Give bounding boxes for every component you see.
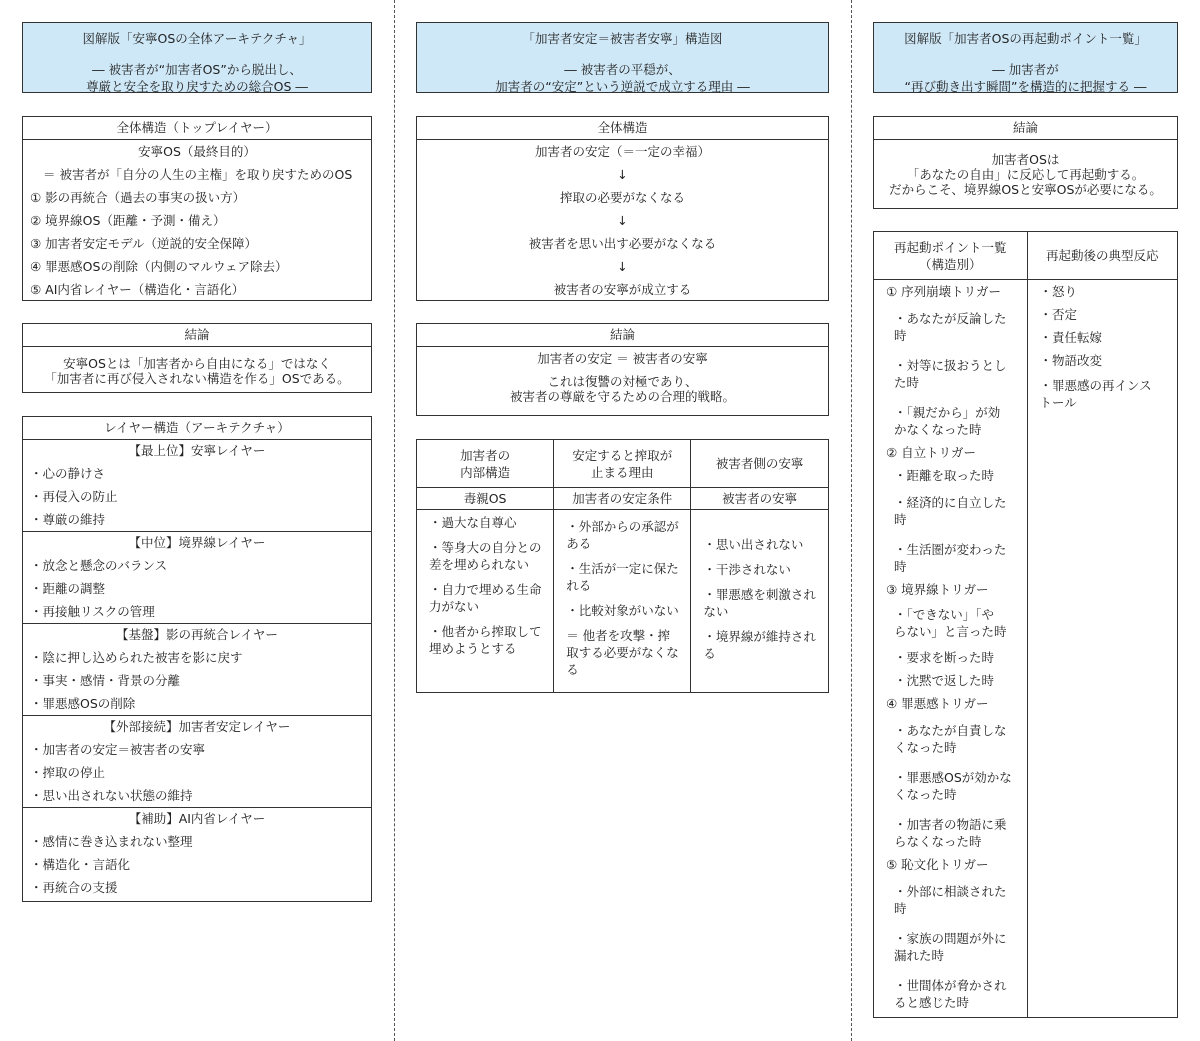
reboot-conclusion-line: 「あなたの自由」に反応して再起動する。 [906,167,1145,182]
list-item: ・「親だから」が効 かなくなった時 [894,405,1001,437]
table-cell-stability-conditions [554,510,691,693]
reboot-table [873,231,1178,1018]
trigger-list-cell [874,280,1028,1018]
overall-definition: ＝ 被害者が「自分の人生の主権」を取り戻すためのOS [43,167,353,182]
reboot-conclusion-line: 加害者OSは [991,152,1060,167]
layer-section-title: 【最上位】安寧レイヤー [128,443,266,458]
list-item: ・生活圏が変わった 時 [894,542,1007,574]
layer-structure-header: レイヤー構造（アーキテクチャ） [23,417,371,440]
trigger-title: ④ 罪悪感トリガー [886,696,989,711]
list-item: ・沈黙で返した時 [894,673,995,688]
stability-conclusion-box [416,323,829,416]
list-item: ・罪悪感を刺激され ない [703,587,816,619]
table-header-text: （構造別） [919,256,982,272]
flow-step: 搾取の必要がなくなる [559,190,685,205]
list-item: ・距離を取った時 [894,468,995,483]
architecture-title: 図解版「安寧OSの全体アーキテクチャ」 [82,31,312,46]
list-item: ・怒り [1039,284,1078,299]
list-item: ・加害者の物語に乗 らなくなった時 [894,817,1007,849]
list-item: ・経済的に自立した 時 [894,495,1007,527]
list-item: ＝ 他者を攻撃・搾 取する必要がなくな る [566,628,679,677]
stability-conclusion-main: 加害者の安定 ＝ 被害者の安寧 [537,351,708,366]
list-item: ・生活が一定に保た れる [566,561,679,593]
overall-goal: 安寧OS（最終目的） [138,144,256,159]
layer-item: ・尊厳の維持 [30,512,106,527]
column-architecture [22,0,372,1041]
list-item: ・世間体が脅かされ ると感じた時 [894,978,1007,1010]
stability-subtitle-1: ― 被害者の平穏が、 [564,62,681,77]
architecture-subtitle-2: 尊厳と安全を取り戻すための総合OS ― [86,79,308,94]
layer-item: ・事実・感情・背景の分離 [30,673,181,688]
trigger-title: ① 序列崩壊トリガー [886,284,1002,299]
layer-section-external [23,715,371,807]
list-item: ・「できない」「や らない」と言った時 [894,607,1007,639]
down-arrow-icon: ↓ [617,213,628,228]
list-item: ・他者から搾取して 埋めようとする [429,624,542,656]
trigger-group [886,695,1020,850]
stability-title: 「加害者安定＝被害者安寧」構造図 [522,31,723,46]
layer-item: ・思い出されない状態の維持 [30,788,193,803]
list-item: ・あなたが反論した 時 [894,311,1007,343]
trigger-group [886,444,1020,575]
layer-item: ・再接触リスクの管理 [30,604,155,619]
list-item: ・家族の問題が外に 漏れた時 [894,931,1007,963]
down-arrow-icon: ↓ [617,167,628,182]
stability-conclusion-header: 結論 [417,324,828,347]
layer-item: ・搾取の停止 [30,765,106,780]
architecture-conclusion-header: 結論 [23,324,371,347]
trigger-title: ② 自立トリガー [886,445,977,460]
overall-item: ④ 罪悪感OSの削除（内側のマルウェア除去） [30,259,288,274]
column-divider-1 [394,0,395,1041]
layer-section-title: 【基盤】影の再統合レイヤー [23,623,371,646]
table-header-text: 内部構造 [460,464,511,480]
overall-item: ① 影の再統合（過去の事実の扱い方） [30,190,246,205]
reboot-subtitle-1: ― 加害者が [992,62,1059,77]
table-cell-abuser-structure [417,510,554,693]
list-item: ・自力で埋める生命 力がない [429,582,542,614]
reboot-conclusion-line: だからこそ、境界線OSと安寧OSが必要になる。 [889,182,1162,197]
list-item: ・干渉されない [703,562,791,577]
layer-item: ・陰に押し込められた被害を影に戻す [30,650,243,665]
layer-item: ・感情に巻き込まれない整理 [30,834,193,849]
reboot-conclusion-header: 結論 [874,117,1177,140]
layer-item: ・放念と懸念のバランス [30,558,168,573]
layer-item: ・加害者の安定＝被害者の安寧 [30,742,206,757]
trigger-group [886,283,1020,438]
overall-item: ② 境界線OS（距離・予測・備え） [30,213,226,228]
trigger-group [886,856,1020,1011]
layer-section-middle [23,531,371,623]
column-reboot-points [873,0,1178,1041]
trigger-title: ③ 境界線トリガー [886,582,989,597]
table-header-cell [691,440,829,488]
table-header-text: 安定すると搾取が [572,447,673,463]
table-header-cell [554,440,691,488]
stability-subtitle-2: 加害者の“安定”という逆説で成立する理由 ― [495,79,750,94]
stability-conclusion-line: 被害者の尊厳を守るための合理的戦略。 [509,389,735,404]
architecture-conclusion-box [22,323,372,393]
layer-section-title: 【中位】境界線レイヤー [23,531,371,554]
list-item: ・外部からの承認が ある [566,519,679,551]
architecture-subtitle-1: ― 被害者が“加害者OS”から脱出し、 [92,62,302,77]
stability-conclusion-line: これは復讐の対極であり、 [547,374,698,389]
table-header-text: 被害者側の安寧 [715,456,804,471]
list-item: ・あなたが自責しな くなった時 [894,723,1007,755]
stability-table [416,439,829,693]
trigger-title: ⑤ 恥文化トリガー [886,857,989,872]
overall-structure-header: 全体構造（トップレイヤー） [23,117,371,140]
list-item: ・否定 [1039,307,1078,322]
list-item: ・罪悪感の再インス トール [1039,378,1152,410]
table-subheader-cell: 加害者の安定条件 [554,488,691,510]
table-header-text: 止まる理由 [591,464,654,480]
layer-section-auxiliary [23,807,371,899]
layer-section-title: 【補助】AI内省レイヤー [23,807,371,830]
table-header-text: 再起動ポイント一覧 [894,239,1007,255]
table-header-text: 加害者の [460,447,511,463]
architecture-title-box [22,22,372,93]
layer-structure-box [22,416,372,902]
overall-structure-box [22,116,372,301]
list-item: ・罪悪感OSが効かな くなった時 [894,770,1012,802]
list-item: ・過大な自尊心 [429,515,517,530]
list-item: ・物語改変 [1039,353,1103,368]
list-item: ・要求を断った時 [894,650,995,665]
layer-section-title: 【外部接続】加害者安定レイヤー [23,715,371,738]
table-header-cell: 再起動後の典型反応 [1027,232,1177,280]
flow-step: 被害者の安寧が成立する [553,282,692,297]
list-item: ・等身大の自分との 差を埋められない [429,540,542,572]
layer-section-top [23,440,371,531]
down-arrow-icon: ↓ [617,259,628,274]
layer-item: ・罪悪感OSの削除 [30,696,136,711]
reaction-list-cell [1027,280,1177,1018]
list-item: ・外部に相談された 時 [894,884,1007,916]
layer-item: ・距離の調整 [30,581,106,596]
reboot-subtitle-2: “再び動き出す瞬間”を構造的に把握する ― [904,79,1147,94]
stability-flow-header: 全体構造 [417,117,828,140]
architecture-conclusion-line: 安寧OSとは「加害者から自由になる」ではなく [63,356,331,371]
column-stability-structure [416,0,829,1041]
layer-item: ・構造化・言語化 [30,857,131,872]
layer-item: ・再統合の支援 [30,880,118,895]
overall-items [23,186,371,301]
reboot-conclusion-box [873,116,1178,209]
list-item: ・境界線が維持され る [703,629,816,661]
list-item: ・比較対象がいない [566,603,679,618]
overall-item: ⑤ AI内省レイヤー（構造化・言語化） [30,282,245,297]
table-header-cell [417,440,554,488]
reboot-title-box [873,22,1178,93]
table-header-cell [874,232,1028,280]
table-subheader-cell: 毒親OS [417,488,554,510]
flow-step: 加害者の安定（＝一定の幸福） [534,144,710,159]
flow-step: 被害者を思い出す必要がなくなる [528,236,717,251]
reboot-title: 図解版「加害者OSの再起動ポイント一覧」 [904,31,1147,46]
overall-item: ③ 加害者安定モデル（逆説的安全保障） [30,236,258,251]
list-item: ・責任転嫁 [1039,330,1103,345]
trigger-group [886,581,1020,689]
table-subheader-cell: 被害者の安寧 [691,488,829,510]
layer-section-base [23,623,371,715]
column-divider-2 [851,0,852,1041]
stability-title-box [416,22,829,93]
layer-item: ・心の静けさ [30,466,106,481]
stability-flow-box [416,116,829,301]
architecture-conclusion-line: 「加害者に再び侵入されない構造を作る」OSである。 [44,371,350,386]
list-item: ・対等に扱おうとし た時 [894,358,1007,390]
layer-item: ・再侵入の防止 [30,489,118,504]
list-item: ・思い出されない [703,537,804,552]
table-cell-victim-peace [691,510,829,693]
